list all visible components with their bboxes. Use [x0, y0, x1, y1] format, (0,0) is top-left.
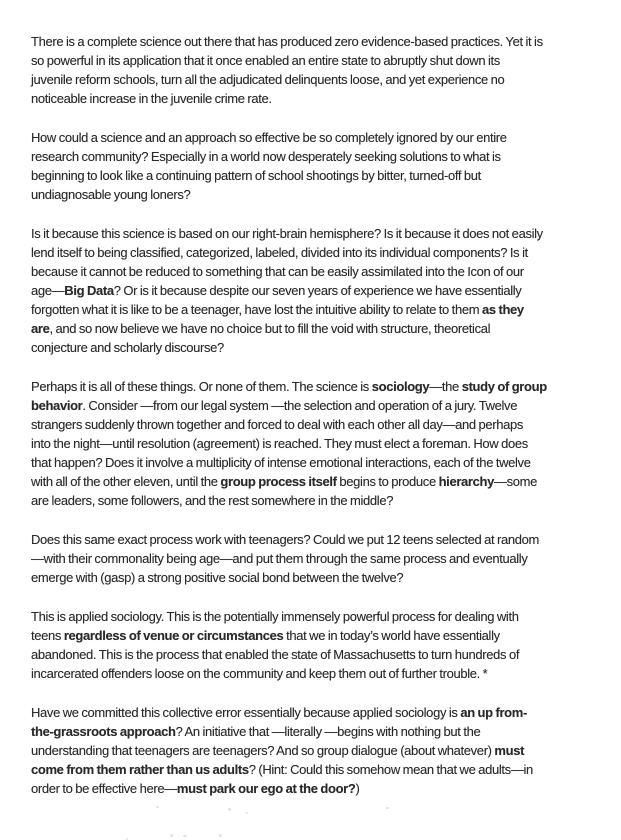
text-line: Is it because this science is based on our right-brain hemisphere? Is it because it does not easily [31, 226, 543, 241]
text-line: incarcerated offenders loose on the community and keep them out of further trouble. * [31, 666, 488, 681]
text-line: juvenile reform schools, turn all the adjudicated delinquents loose, and yet experience no [31, 72, 505, 87]
paragraph [31, 224, 621, 357]
text-line: the-grassroots approach? An initiative that —literally —begins with nothing but the [31, 724, 481, 739]
text-line: understanding that teenagers are teenagers? And so group dialogue (about whatever) must [31, 743, 525, 758]
text-line: Perhaps it is all of these things. Or none of them. The science is sociology—the study of group [31, 379, 547, 394]
paragraph [31, 530, 621, 587]
text-line: —with their commonality being age—and put them through the same process and eventually [31, 551, 528, 566]
text-line: conjecture and scholarly discourse? [31, 340, 224, 355]
scan-speck [156, 806, 159, 808]
scan-speck [170, 834, 173, 837]
scan-speck [246, 812, 248, 814]
scan-speck [386, 807, 389, 809]
text-line: order to be effective here—must park our ego at the door?) [31, 781, 360, 796]
text-line: are, and so now believe we have no choice but to fill the void with structure, theoretical [31, 321, 491, 336]
paragraph [31, 377, 621, 510]
text-line: There is a complete science out there that has produced zero evidence-based practices. Yet it is [31, 34, 543, 49]
text-line: with all of the other eleven, until the group process itself begins to produce hierarchy—some [31, 474, 538, 489]
text-line: emerge with (gasp) a strong positive social bond between the twelve? [31, 570, 404, 585]
paragraph [31, 607, 621, 683]
text-line: because it cannot be reduced to something that can be easily assimilated into the Icon of our [31, 264, 524, 279]
paragraph [31, 703, 621, 798]
document-body [31, 32, 621, 798]
text-line: are leaders, some followers, and the rest somewhere in the middle? [31, 493, 394, 508]
text-line: forgotten what it is like to be a teenager, have lost the intuitive ability to relate to them as they [31, 302, 524, 317]
text-line: into the night—until resolution (agreement) is reached. They must elect a foreman. How does [31, 436, 528, 451]
text-line: abandoned. This is the process that enabled the state of Massachusetts to turn hundreds of [31, 647, 520, 662]
scan-speck [219, 834, 222, 837]
scan-speck [183, 835, 187, 837]
text-line: Have we committed this collective error essentially because applied sociology is an up from- [31, 705, 527, 720]
paragraph [31, 128, 621, 204]
text-line: come from them rather than us adults? (Hint: Could this somehow mean that we adults—in [31, 762, 533, 777]
text-line: This is applied sociology. This is the potentially immensely powerful process for dealing with [31, 609, 519, 624]
text-line: research community? Especially in a world now desperately seeking solutions to what is [31, 149, 501, 164]
text-line: Does this same exact process work with teenagers? Could we put 12 teens selected at random [31, 532, 540, 547]
scan-speck [228, 808, 231, 811]
text-line: undiagnosable young loners? [31, 187, 191, 202]
text-line: teens regardless of venue or circumstances that we in today’s world have essentially [31, 628, 500, 643]
text-line: lend itself to being classified, categorized, labeled, divided into its individual components? Is it [31, 245, 528, 260]
text-line: noticeable increase in the juvenile crime rate. [31, 91, 272, 106]
paragraph [31, 32, 621, 108]
text-line: that happen? Does it involve a multiplicity of intense emotional interactions, each of the twelve [31, 455, 531, 470]
text-line: How could a science and an approach so effective be so completely ignored by our entire [31, 130, 507, 145]
text-line: so powerful in its application that it once enabled an entire state to abruptly shut down its [31, 53, 500, 68]
text-line: beginning to look like a continuing pattern of school shootings by bitter, turned-off but [31, 168, 481, 183]
text-line: behavior. Consider —from our legal system —the selection and operation of a jury. Twelve [31, 398, 518, 413]
text-line: age—Big Data? Or is it because despite our seven years of experience we have essentially [31, 283, 522, 298]
text-line: strangers suddenly thrown together and forced to deal with each other all day—and perhaps [31, 417, 524, 432]
